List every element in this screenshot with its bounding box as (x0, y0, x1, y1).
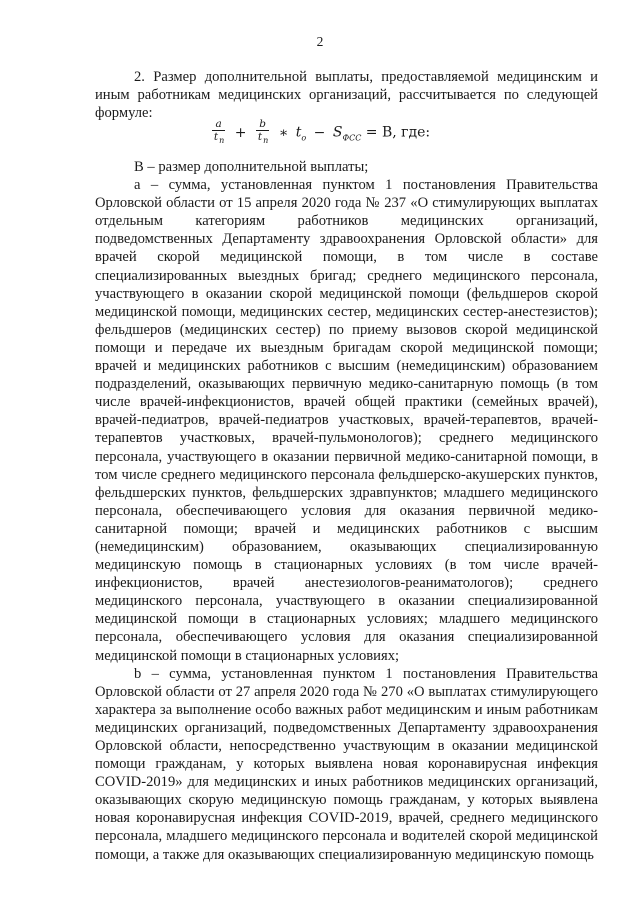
formula-tail: = В, где: (365, 124, 431, 141)
definition-a: а – сумма, установленная пунктом 1 постановления Правительства Орловской области от 15 апреля 2020 года № 237 «О стимулирующих выплатах отдельным категориям работников медицинских организаций, подведомственных Департаменту здравоохранения Орловской области» для врачей скорой медицинской помощи, в том числе в составе специализированных выездных бригад; среднего медицинского персонала, участвующего в оказании скорой медицинской помощи (фельдшеров скорой медицинской помощи, медицинских сестер, медицинских сестер-анестезистов); фельдшеров (медицинских сестер) по приему вызовов скорой медицинской помощи и передаче их выездным бригадам скорой медицинской помощи; врачей и медицинских работников с высшим (немедицинским) образованием подразделений, оказывающих первичную медико-санитарную помощь (в том числе врачей-инфекционистов, врачей общей практики (семейных врачей), врачей-педиатров, врачей-педиатров участковых, врачей-терапевтов, врачей-терапевтов участковых, врачей-пульмонологов); среднего медицинского персонала, участвующего в оказании первичной медико-санитарной помощи, в том числе среднего медицинского персонала фельдшерско-акушерских пунктов, фельдшерских пунктов, фельдшерских здравпунктов; младшего медицинского персонала, обеспечивающего условия для оказания первичной медико-санитарной помощи; врачей и медицинских работников с высшим (немедицинским) образованием, оказывающих специализированную медицинскую помощь в стационарных условиях (в том числе врачей-инфекционистов, врачей анестезиологов-реаниматологов); среднего медицинского персонала, участвующего в оказании специализированной медицинской помощи в стационарных условиях; младшего медицинского персонала, обеспечивающего условия для оказания специализированной медицинской помощи в стационарных условиях; (95, 177, 598, 664)
fraction-b-denominator-sub: n (263, 136, 269, 146)
definition-v: В – размер дополнительной выплаты; (134, 159, 369, 175)
fraction-b-over-tn (256, 118, 269, 147)
fraction-a-over-tn (212, 118, 225, 147)
fraction-a-denominator-var: t (213, 131, 219, 143)
s-subscript: ФСС (342, 133, 362, 143)
fraction-b-denominator-var: t (257, 131, 263, 143)
intro-paragraph: 2. Размер дополнительной выплаты, предоставляемой медицинским и иным работникам медицинских организаций, рассчитывается по следующей формуле: (95, 69, 598, 122)
fraction-a-numerator: a (212, 118, 225, 131)
definition-b: b – сумма, установленная пунктом 1 постановления Правительства Орловской области от 27 апреля 2020 года № 270 «О выплатах стимулирующего характера за выполнение особо важных работ медицинским и иным работникам медицинских организаций, подведомственных Департаменту здравоохранения Орловской области, непосредственно участвующим в оказании медицинской помощи гражданам, у которых выявлена новая коронавирусная инфекция COVID-2019» для медицинских и иных работников медицинских организаций, оказывающих скорую медицинскую помощь гражданам, у которых выявлена новая коронавирусная инфекция COVID-2019, врачей, среднего медицинского персонала, младшего медицинского персонала и водителей скорой медицинской помощи, а также для оказывающих специализированную медицинскую помощь (95, 665, 598, 863)
fraction-b-numerator: b (256, 118, 269, 131)
definitions-block (95, 158, 598, 864)
multiply-sign: ∗ (278, 124, 289, 141)
fraction-a-denominator-sub: n (219, 136, 225, 146)
fraction-a-denominator (212, 131, 225, 147)
page-number: 2 (316, 34, 324, 49)
intro-paragraph-block (95, 68, 598, 122)
payment-formula (0, 118, 640, 148)
minus-sign: − (313, 124, 326, 141)
plus-sign: + (234, 124, 247, 141)
t-subscript: o (301, 133, 307, 143)
s-variable: S (332, 124, 343, 141)
t-variable: t (295, 124, 302, 141)
fraction-b-denominator (256, 131, 269, 147)
